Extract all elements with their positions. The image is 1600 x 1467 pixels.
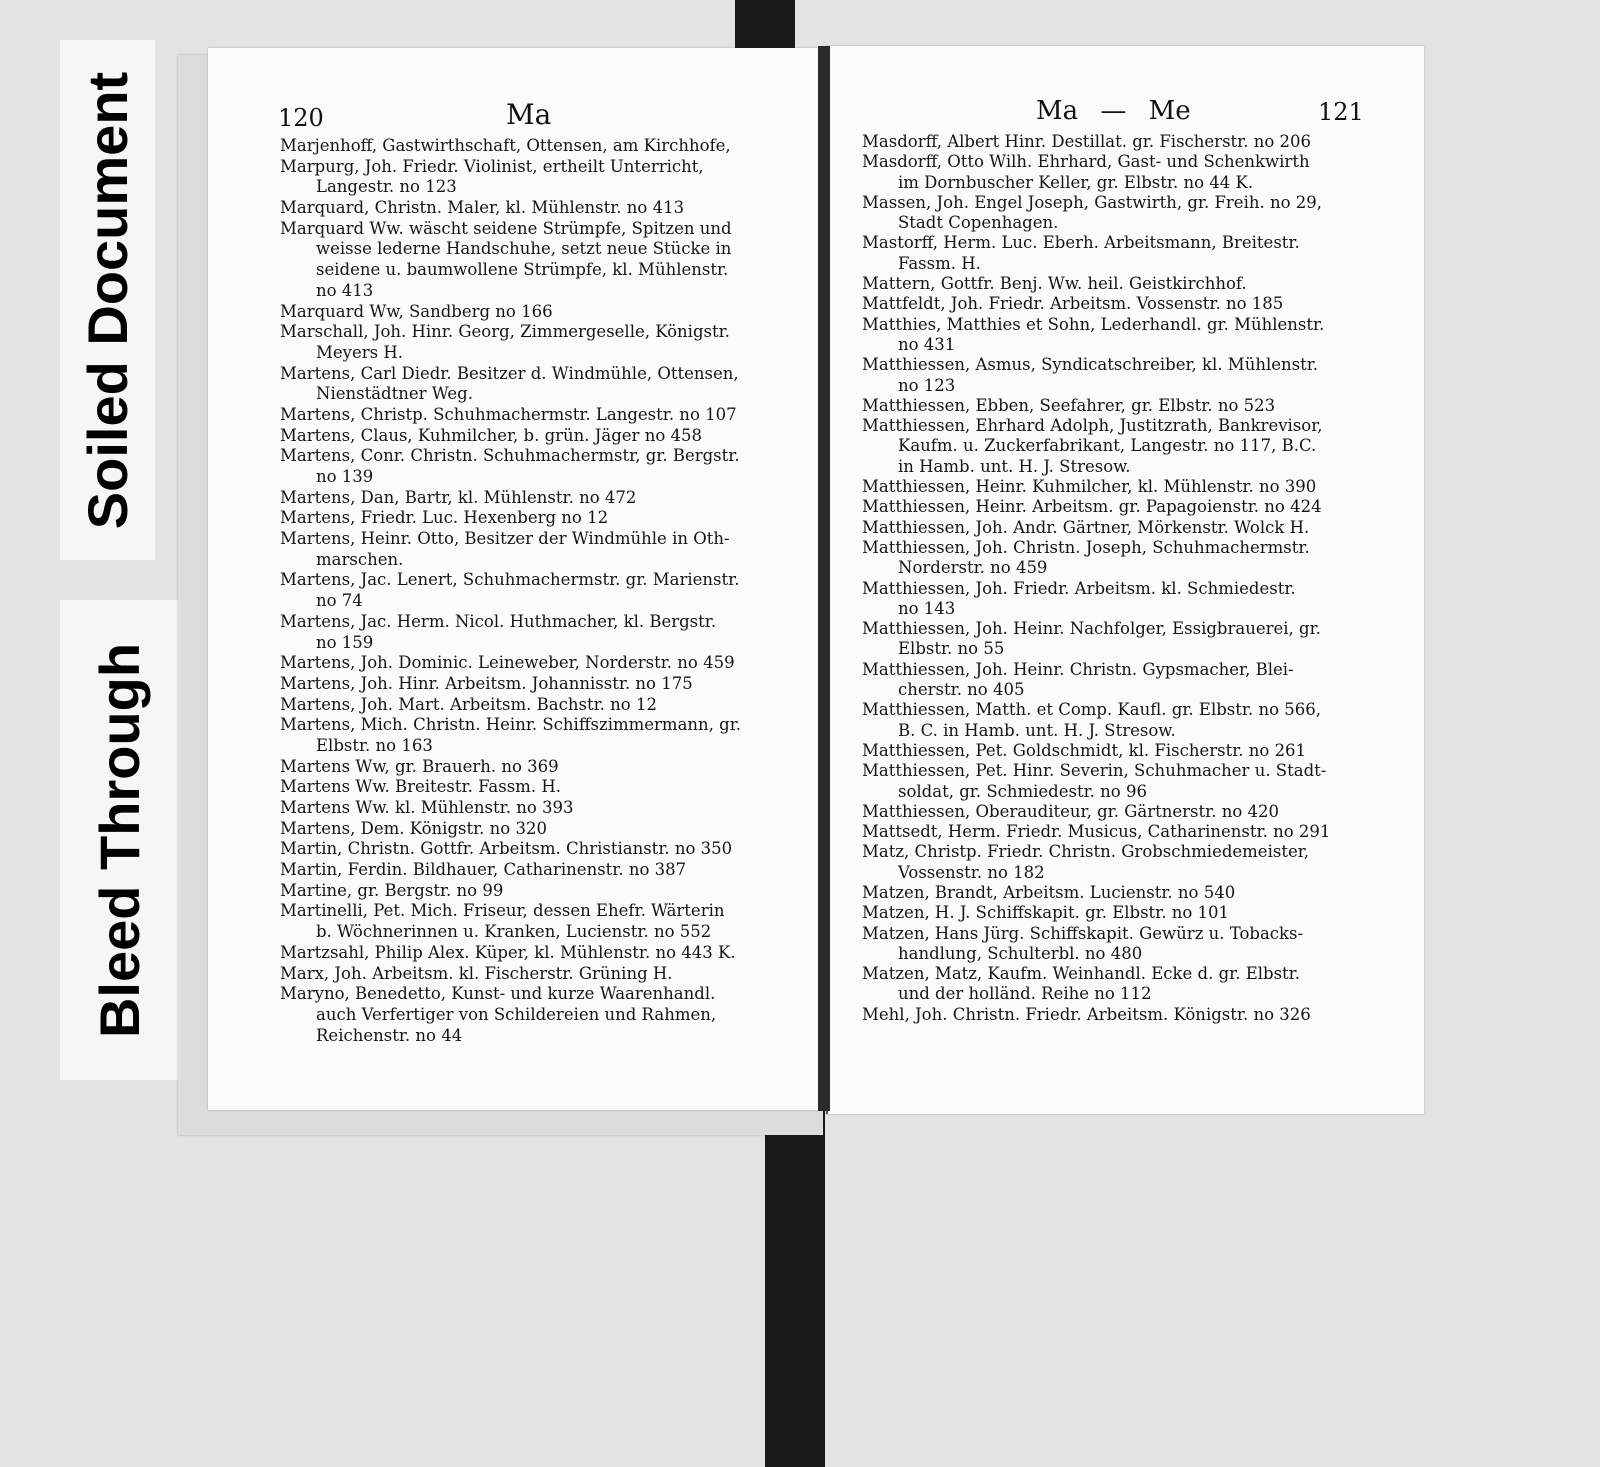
directory-entry-line: Marquard Ww, Sandberg no 166 bbox=[280, 301, 553, 321]
directory-entry-line: Martens Ww, gr. Brauerh. no 369 bbox=[280, 756, 559, 776]
directory-entry-line: Matthiessen, Ebben, Seefahrer, gr. Elbstr. no 523 bbox=[862, 395, 1276, 415]
directory-entry-line: soldat, gr. Schmiedestr. no 96 bbox=[898, 781, 1147, 801]
directory-entry-line: seidene u. baumwollene Strümpfe, kl. Mühlenstr. bbox=[316, 260, 729, 280]
directory-entry-line: Mehl, Joh. Christn. Friedr. Arbeitsm. Königstr. no 326 bbox=[862, 1004, 1311, 1024]
directory-entry-line: Mattfeldt, Joh. Friedr. Arbeitsm. Vossenstr. no 185 bbox=[862, 294, 1284, 314]
directory-entry-line: Meyers H. bbox=[316, 342, 403, 362]
directory-entry-line: Martens, Joh. Mart. Arbeitsm. Bachstr. no 12 bbox=[280, 694, 657, 714]
directory-entry-line: no 74 bbox=[316, 591, 363, 611]
bleed-through-label: Bleed Through bbox=[88, 642, 152, 1038]
directory-entry-line: Matthiessen, Joh. Heinr. Christn. Gypsmacher, Blei- bbox=[862, 659, 1294, 679]
directory-entry-line: weisse lederne Handschuhe, setzt neue Stücke in bbox=[316, 239, 732, 259]
directory-entry-line: no 431 bbox=[898, 334, 956, 354]
directory-entry-line: auch Verfertiger von Schildereien und Rahmen, bbox=[316, 1004, 717, 1024]
directory-entry-line: Matthiessen, Ehrhard Adolph, Justitzrath, Bankrevisor, bbox=[862, 416, 1323, 436]
directory-entry-line: Marschall, Joh. Hinr. Georg, Zimmergeselle, Königstr. bbox=[280, 322, 730, 342]
directory-entry-line: Matthiessen, Joh. Friedr. Arbeitsm. kl. Schmiedestr. bbox=[862, 578, 1296, 598]
directory-entry-line: Elbstr. no 55 bbox=[898, 639, 1005, 659]
bleed-through-tab bbox=[60, 600, 180, 1080]
directory-entry-line: Vossenstr. no 182 bbox=[898, 862, 1045, 882]
directory-entry-line: Martens, Conr. Christn. Schuhmachermstr, gr. Bergstr. bbox=[280, 446, 740, 466]
directory-entry-line: no 413 bbox=[316, 280, 374, 300]
directory-entry-line: cherstr. no 405 bbox=[898, 680, 1025, 700]
right-page-number: 121 bbox=[1318, 98, 1364, 126]
soiled-document-label: Soiled Document bbox=[76, 71, 140, 529]
directory-entry-line: Martzsahl, Philip Alex. Küper, kl. Mühlenstr. no 443 K. bbox=[280, 942, 736, 962]
directory-entry-line: Langestr. no 123 bbox=[316, 177, 457, 197]
directory-entry-line: Mastorff, Herm. Luc. Eberh. Arbeitsmann, Breitestr. bbox=[862, 233, 1300, 253]
directory-entry-line: Marquard Ww. wäscht seidene Strümpfe, Spitzen und bbox=[280, 218, 732, 238]
directory-entry-line: Martens, Christp. Schuhmachermstr. Langestr. no 107 bbox=[280, 404, 737, 424]
directory-entry-line: Martens, Joh. Dominic. Leineweber, Norderstr. no 459 bbox=[280, 653, 735, 673]
directory-entry-line: Martens, Dem. Königstr. no 320 bbox=[280, 818, 547, 838]
directory-entry-line: Massen, Joh. Engel Joseph, Gastwirth, gr. Freih. no 29, bbox=[862, 192, 1323, 212]
directory-entry-line: handlung, Schulterbl. no 480 bbox=[898, 943, 1143, 963]
left-page-entries bbox=[280, 136, 795, 1046]
directory-entry-line: Martens, Claus, Kuhmilcher, b. grün. Jäger no 458 bbox=[280, 425, 702, 445]
directory-entry-line: Mattern, Gottfr. Benj. Ww. heil. Geistkirchhof. bbox=[862, 274, 1247, 294]
directory-entry-line: Stadt Copenhagen. bbox=[898, 213, 1059, 233]
directory-entry-line: B. C. in Hamb. unt. H. J. Stresow. bbox=[898, 720, 1176, 740]
directory-entry-line: Matzen, Brandt, Arbeitsm. Lucienstr. no 540 bbox=[862, 882, 1236, 902]
right-page-entries bbox=[862, 132, 1372, 1025]
directory-entry-line: Fassm. H. bbox=[898, 253, 981, 273]
directory-entry-line: Reichenstr. no 44 bbox=[316, 1025, 463, 1045]
directory-entry-line: marschen. bbox=[316, 549, 404, 569]
directory-entry-line: und der holländ. Reihe no 112 bbox=[898, 984, 1152, 1004]
directory-entry-line: Matzen, H. J. Schiffskapit. gr. Elbstr. no 101 bbox=[862, 903, 1230, 923]
directory-entry-line: Norderstr. no 459 bbox=[898, 558, 1048, 578]
directory-entry-line: Martens, Carl Diedr. Besitzer d. Windmühle, Ottensen, bbox=[280, 363, 739, 383]
directory-entry-line: Marquard, Christn. Maler, kl. Mühlenstr. no 413 bbox=[280, 198, 685, 218]
directory-entry-line: Maryno, Benedetto, Kunst- und kurze Waarenhandl. bbox=[280, 984, 716, 1004]
directory-entry-line: Elbstr. no 163 bbox=[316, 735, 433, 755]
right-running-head: Ma — Me bbox=[1036, 96, 1191, 126]
directory-entry-line: Martens, Friedr. Luc. Hexenberg no 12 bbox=[280, 508, 609, 528]
directory-entry-line: Martens, Mich. Christn. Heinr. Schiffszimmermann, gr. bbox=[280, 715, 742, 735]
directory-entry-line: Matthiessen, Joh. Christn. Joseph, Schuhmachermstr. bbox=[862, 537, 1310, 557]
directory-entry-line: Nienstädtner Weg. bbox=[316, 384, 473, 404]
bookmark-ribbon-top bbox=[735, 0, 795, 50]
directory-entry-line: Martens Ww. Breitestr. Fassm. H. bbox=[280, 777, 561, 797]
directory-entry-line: Matz, Christp. Friedr. Christn. Grobschmiedemeister, bbox=[862, 842, 1310, 862]
directory-entry-line: Martens, Dan, Bartr, kl. Mühlenstr. no 472 bbox=[280, 487, 637, 507]
directory-entry-line: Martens, Jac. Lenert, Schuhmachermstr. gr. Marienstr. bbox=[280, 570, 740, 590]
directory-entry-line: Martin, Ferdin. Bildhauer, Catharinenstr. no 387 bbox=[280, 860, 687, 880]
directory-entry-line: Matthiessen, Matth. et Comp. Kaufl. gr. Elbstr. no 566, bbox=[862, 700, 1321, 720]
directory-entry-line: Matthiessen, Pet. Goldschmidt, kl. Fischerstr. no 261 bbox=[862, 740, 1307, 760]
directory-entry-line: no 123 bbox=[898, 375, 956, 395]
directory-entry-line: Matzen, Matz, Kaufm. Weinhandl. Ecke d. gr. Elbstr. bbox=[862, 964, 1300, 984]
directory-entry-line: Martine, gr. Bergstr. no 99 bbox=[280, 880, 504, 900]
directory-entry-line: Matthiessen, Oberauditeur, gr. Gärtnerstr. no 420 bbox=[862, 801, 1280, 821]
directory-entry-line: Marjenhoff, Gastwirthschaft, Ottensen, am Kirchhofe, bbox=[280, 136, 731, 155]
directory-entry-line: Matthiessen, Joh. Andr. Gärtner, Mörkenstr. Wolck H. bbox=[862, 517, 1310, 537]
directory-entry-line: Masdorff, Otto Wilh. Ehrhard, Gast- und Schenkwirth bbox=[862, 152, 1310, 172]
directory-entry-line: Matthies, Matthies et Sohn, Lederhandl. gr. Mühlenstr. bbox=[862, 314, 1325, 334]
directory-entry-line: Martens Ww. kl. Mühlenstr. no 393 bbox=[280, 798, 574, 817]
directory-entry-line: Martinelli, Pet. Mich. Friseur, dessen Ehefr. Wärterin bbox=[280, 901, 725, 921]
book-gutter bbox=[818, 46, 830, 1111]
directory-entry-line: Matthiessen, Joh. Heinr. Nachfolger, Essigbrauerei, gr. bbox=[862, 619, 1321, 639]
directory-entry-line: Mattsedt, Herm. Friedr. Musicus, Catharinenstr. no 291 bbox=[862, 822, 1331, 842]
soiled-document-tab bbox=[60, 40, 155, 560]
directory-entry-line: Martens, Joh. Hinr. Arbeitsm. Johannisstr. no 175 bbox=[280, 673, 693, 693]
directory-entry-line: in Hamb. unt. H. J. Stresow. bbox=[898, 456, 1131, 476]
directory-entry-line: Marx, Joh. Arbeitsm. kl. Fischerstr. Grüning H. bbox=[280, 963, 673, 983]
directory-entry-line: Martens, Heinr. Otto, Besitzer der Windmühle in Oth- bbox=[280, 529, 730, 549]
directory-entry-line: im Dornbuscher Keller, gr. Elbstr. no 44 K. bbox=[898, 172, 1254, 192]
directory-entry-line: Matthiessen, Heinr. Kuhmilcher, kl. Mühlenstr. no 390 bbox=[862, 477, 1317, 497]
directory-entry-line: no 143 bbox=[898, 598, 956, 618]
directory-entry-line: Matthiessen, Asmus, Syndicatschreiber, kl. Mühlenstr. bbox=[862, 355, 1319, 375]
bookmark-ribbon-bottom bbox=[765, 1105, 825, 1467]
directory-entry-line: Matthiessen, Pet. Hinr. Severin, Schuhmacher u. Stadt- bbox=[862, 761, 1327, 781]
directory-entry-line: Masdorff, Albert Hinr. Destillat. gr. Fischerstr. no 206 bbox=[862, 132, 1312, 151]
directory-entry-line: Marpurg, Joh. Friedr. Violinist, ertheilt Unterricht, bbox=[280, 156, 704, 176]
directory-entry-line: Kaufm. u. Zuckerfabrikant, Langestr. no 117, B.C. bbox=[898, 436, 1317, 456]
directory-entry-line: Matthiessen, Heinr. Arbeitsm. gr. Papagoienstr. no 424 bbox=[862, 497, 1322, 517]
directory-entry-line: b. Wöchnerinnen u. Kranken, Lucienstr. no 552 bbox=[316, 922, 712, 942]
directory-entry-line: Matzen, Hans Jürg. Schiffskapit. Gewürz u. Tobacks- bbox=[862, 923, 1304, 943]
directory-entry-line: no 139 bbox=[316, 467, 374, 486]
directory-entry-line: no 159 bbox=[316, 632, 374, 652]
left-running-head: Ma bbox=[506, 98, 552, 131]
directory-entry-line: Martens, Jac. Herm. Nicol. Huthmacher, kl. Bergstr. bbox=[280, 611, 717, 631]
left-page-number: 120 bbox=[278, 104, 324, 132]
directory-entry-line: Martin, Christn. Gottfr. Arbeitsm. Christianstr. no 350 bbox=[280, 839, 733, 859]
